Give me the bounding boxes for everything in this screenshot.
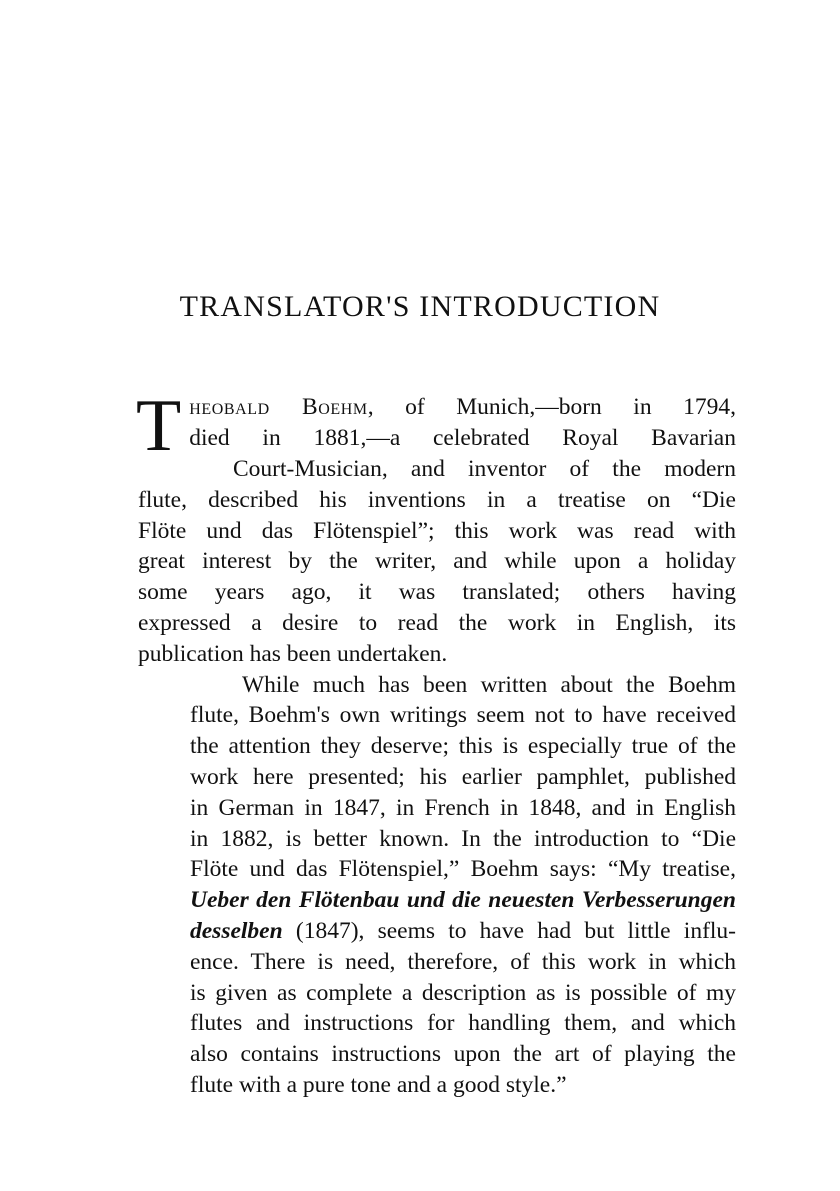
- author-name: heobald Boehm: [189, 394, 368, 420]
- italic-title-line: Ueber den Flötenbau und die neuesten Verbesserungen: [190, 887, 736, 914]
- text-line: also contains instructions upon the art of playing the: [190, 1041, 736, 1068]
- page-title: TRANSLATOR'S INTRODUCTION: [179, 290, 661, 323]
- text-line: work here presented; his earlier pamphlet, published: [190, 763, 736, 790]
- body-text: [136, 385, 736, 1101]
- italic-title-end: desselben: [190, 917, 283, 944]
- text-line: flute with a pure tone and a good style.”: [190, 1071, 567, 1098]
- text-line: flutes and instructions for handling them, and which: [190, 1010, 736, 1037]
- text-line: ence. There is need, therefore, of this work in which: [190, 948, 736, 975]
- text-line: Flöte und das Flötenspiel”; this work was read with: [138, 517, 736, 544]
- paragraph-2: [138, 670, 736, 1101]
- text-line: heobald Boehm, of Munich,—born in 1794,: [189, 394, 736, 420]
- text-line: flute, described his inventions in a treatise on “Die: [138, 486, 736, 513]
- text-line: While much has been written about the Boehm: [242, 671, 736, 698]
- drop-cap: T: [136, 385, 182, 467]
- paragraph-1: [136, 385, 736, 670]
- text-line: desselben (1847), seems to have had but little influ-: [190, 917, 736, 944]
- text-line: in 1882, is better known. In the introduction to “Die: [190, 825, 736, 852]
- text-line: Court-Musician, and inventor of the modern: [233, 456, 736, 482]
- text-line: some years ago, it was translated; others having: [138, 579, 736, 606]
- text-line: great interest by the writer, and while upon a holiday: [138, 548, 736, 575]
- text-line: in German in 1847, in French in 1848, and in English: [190, 794, 736, 821]
- text-line: Flöte und das Flötenspiel,” Boehm says: “My treatise,: [190, 856, 736, 883]
- text-line: died in 1881,—a celebrated Royal Bavarian: [189, 424, 736, 451]
- text-line: the attention they deserve; this is especially true of the: [190, 733, 736, 760]
- text-line: flute, Boehm's own writings seem not to have received: [190, 702, 736, 729]
- text-line: is given as complete a description as is possible of my: [190, 979, 736, 1006]
- text-line: publication has been undertaken.: [138, 640, 448, 667]
- text-line: expressed a desire to read the work in English, its: [138, 609, 736, 636]
